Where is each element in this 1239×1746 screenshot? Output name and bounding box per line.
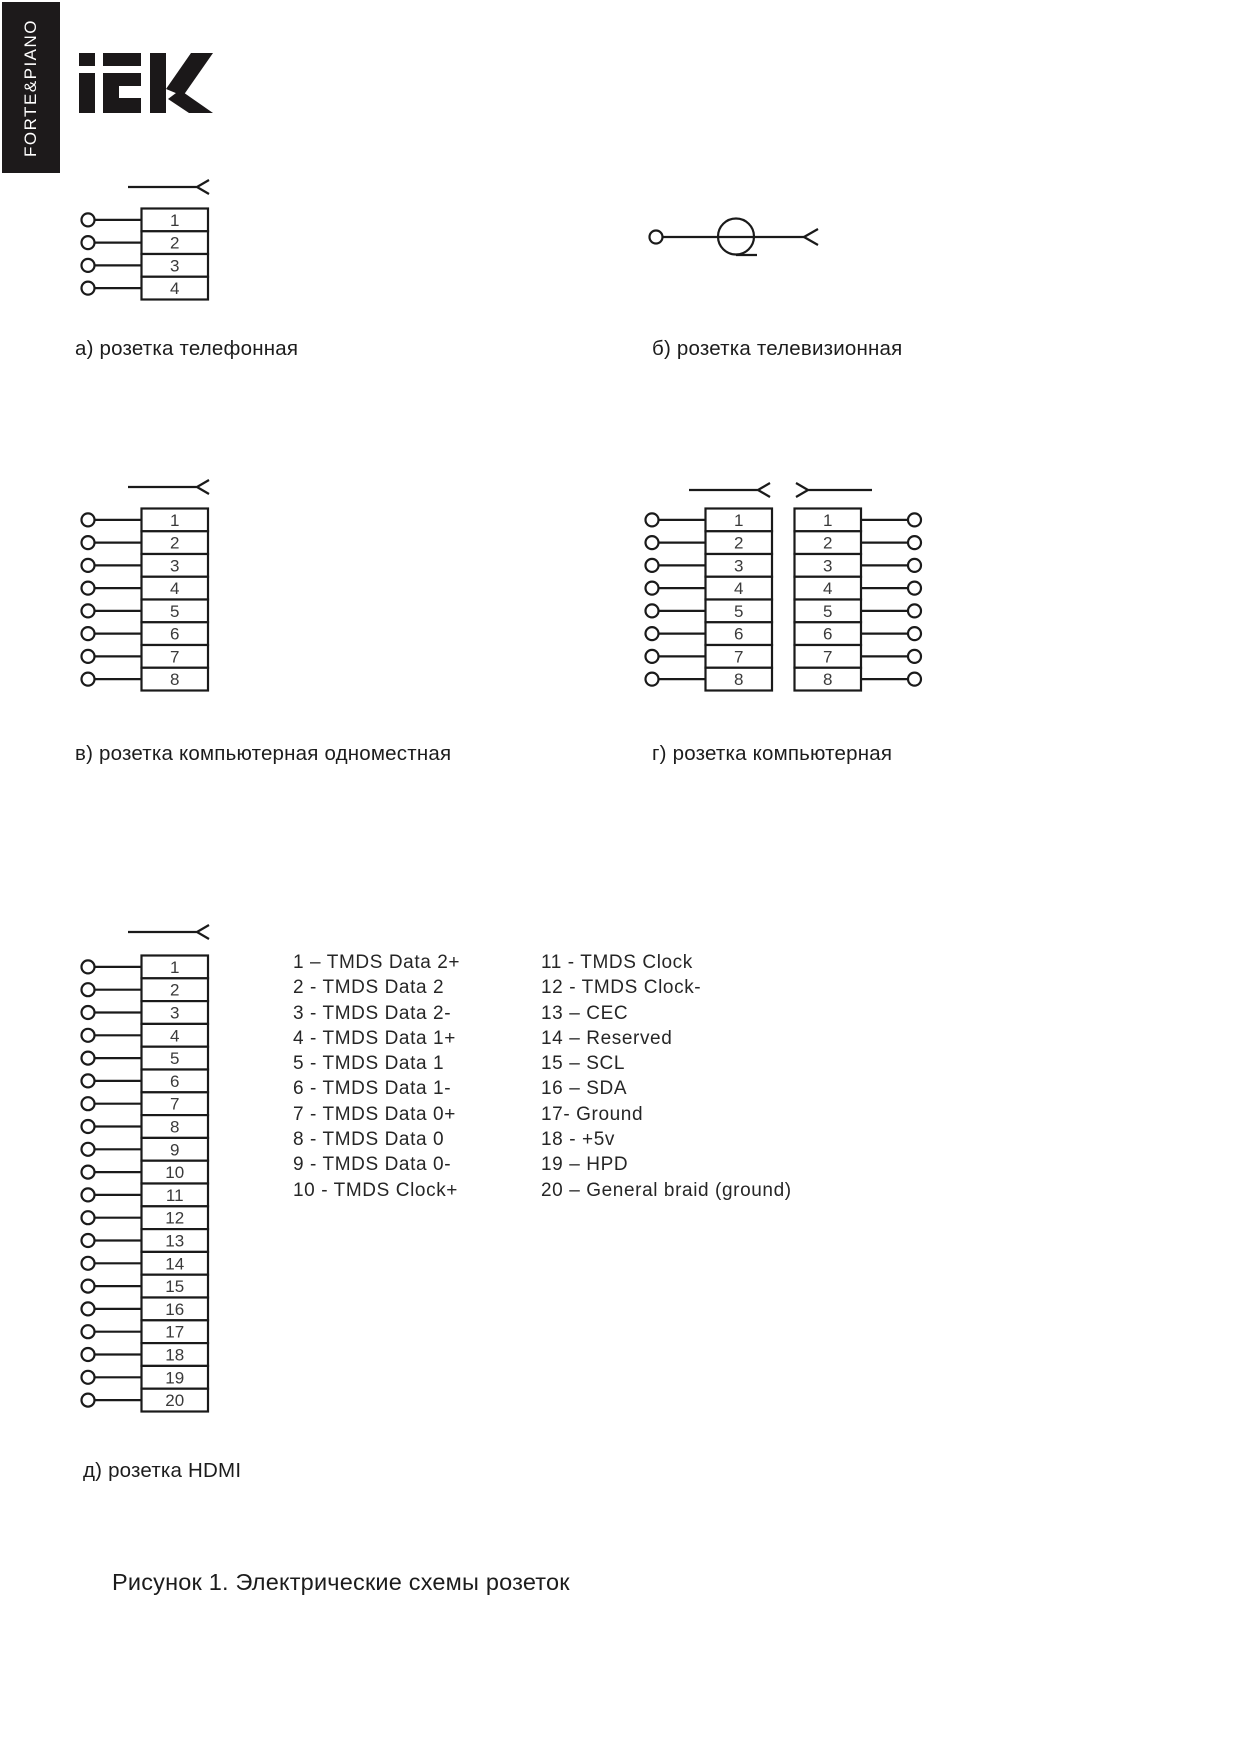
iek-logo-icon <box>77 52 214 114</box>
svg-text:4: 4 <box>734 578 744 598</box>
svg-text:2: 2 <box>734 533 744 553</box>
svg-text:7: 7 <box>170 1094 180 1114</box>
svg-text:15: 15 <box>165 1276 185 1296</box>
svg-text:8: 8 <box>734 669 744 689</box>
svg-text:6: 6 <box>823 624 833 644</box>
brand-strip <box>2 2 60 173</box>
svg-text:1: 1 <box>823 510 833 530</box>
svg-text:1: 1 <box>170 510 180 530</box>
svg-text:2: 2 <box>170 980 180 1000</box>
svg-text:11: 11 <box>165 1185 184 1205</box>
svg-text:5: 5 <box>170 1048 180 1068</box>
svg-text:5: 5 <box>734 601 744 621</box>
svg-text:8: 8 <box>170 669 180 689</box>
svg-text:4: 4 <box>170 278 180 298</box>
telephone-socket-diagram <box>80 207 210 301</box>
svg-text:10: 10 <box>165 1162 185 1182</box>
caption-computer-single: в) розетка компьютерная одноместная <box>75 742 452 765</box>
svg-text:3: 3 <box>734 555 744 575</box>
svg-text:2: 2 <box>170 233 180 253</box>
plug-arrow-icon <box>688 480 772 500</box>
plug-arrow-icon <box>127 177 211 197</box>
caption-hdmi: д) розетка HDMI <box>83 1459 242 1482</box>
svg-text:1: 1 <box>170 210 180 230</box>
hdmi-socket-diagram <box>80 954 210 1413</box>
figure-caption: Рисунок 1. Электрические схемы розеток <box>112 1569 570 1595</box>
svg-text:3: 3 <box>170 255 180 275</box>
hdmi-pinout-column-1: 1 – TMDS Data 2+ 2 - TMDS Data 2 3 - TMDS Data 2- 4 - TMDS Data 1+ 5 - TMDS Data 1 6 - TMDS Data 1- 7 - TMDS Data 0+ 8 - TMDS Data 0 9 - TMDS Data 0- 10 - TMDS Clock+ <box>293 952 461 1201</box>
svg-text:4: 4 <box>823 578 833 598</box>
plug-arrow-icon <box>127 477 211 497</box>
svg-text:6: 6 <box>170 1071 180 1091</box>
svg-text:3: 3 <box>170 1003 180 1022</box>
svg-text:17: 17 <box>165 1322 185 1342</box>
svg-text:6: 6 <box>734 624 744 644</box>
svg-text:19: 19 <box>165 1367 185 1387</box>
caption-tv: б) розетка телевизионная <box>652 337 903 360</box>
svg-text:9: 9 <box>170 1139 180 1159</box>
svg-text:1: 1 <box>734 510 744 530</box>
series-label: FORTE&PIANO <box>21 18 40 157</box>
caption-computer-double: г) розетка компьютерная <box>652 742 893 765</box>
svg-text:7: 7 <box>734 646 744 666</box>
plug-arrow-icon <box>794 480 874 500</box>
svg-text:18: 18 <box>165 1345 185 1364</box>
svg-text:4: 4 <box>170 1025 180 1045</box>
svg-text:1: 1 <box>170 957 180 977</box>
svg-text:2: 2 <box>823 533 833 553</box>
svg-text:16: 16 <box>165 1299 185 1319</box>
hdmi-pinout-column-2: 11 - TMDS Clock 12 - TMDS Clock- 13 – CEC 14 – Reserved 15 – SCL 16 – SDA 17- Ground 18 - +5v 19 – HPD 20 – General braid (ground) <box>541 952 792 1201</box>
computer-socket-right-diagram <box>793 507 923 692</box>
svg-text:2: 2 <box>170 533 180 553</box>
computer-socket-left-diagram <box>644 507 774 692</box>
svg-text:7: 7 <box>170 646 180 666</box>
svg-text:6: 6 <box>170 624 180 644</box>
svg-text:3: 3 <box>823 555 833 575</box>
svg-text:5: 5 <box>170 601 180 621</box>
computer-socket-single-diagram <box>80 507 210 692</box>
caption-telephone: а) розетка телефонная <box>75 337 299 360</box>
svg-text:20: 20 <box>165 1390 185 1410</box>
svg-text:8: 8 <box>170 1117 180 1136</box>
svg-text:8: 8 <box>823 669 833 689</box>
svg-text:5: 5 <box>823 601 833 621</box>
plug-arrow-icon <box>127 922 211 942</box>
tv-socket-diagram <box>648 214 833 260</box>
svg-text:4: 4 <box>170 578 180 598</box>
svg-text:14: 14 <box>165 1253 185 1273</box>
svg-text:7: 7 <box>823 646 833 666</box>
svg-text:13: 13 <box>165 1231 185 1250</box>
svg-text:3: 3 <box>170 555 180 575</box>
svg-text:12: 12 <box>165 1208 185 1228</box>
